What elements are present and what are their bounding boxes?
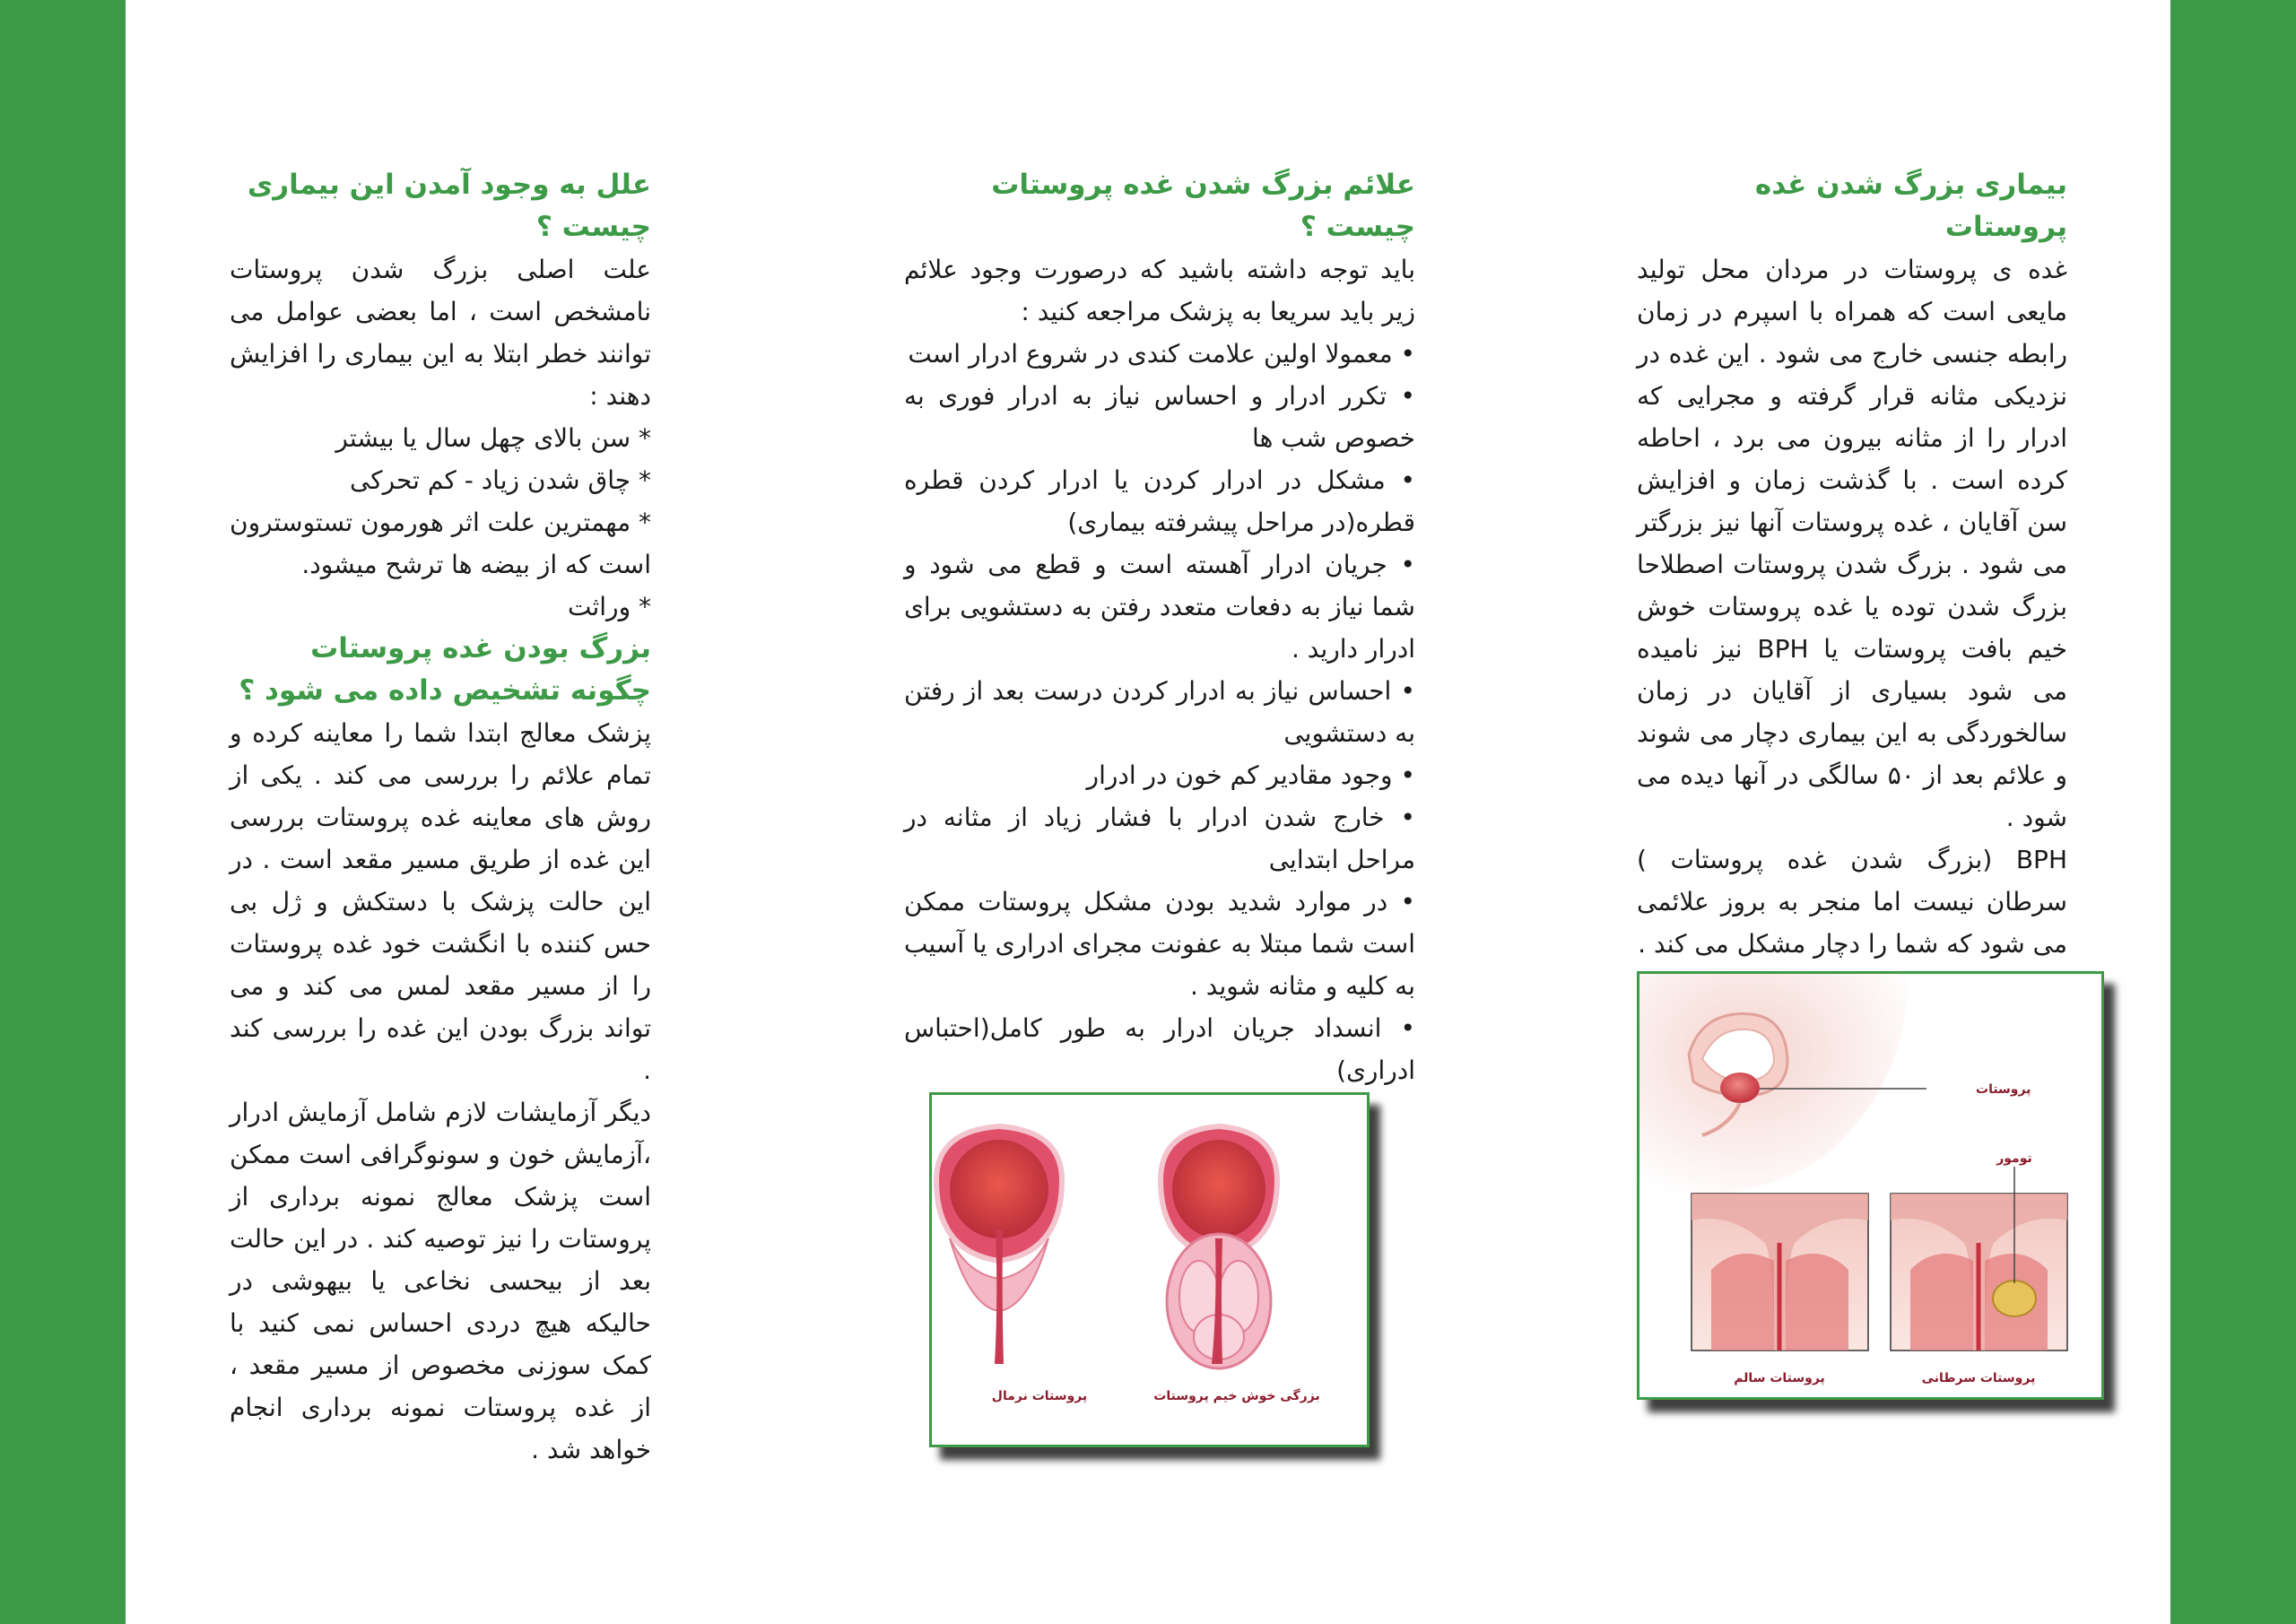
abbr-bph-2: BPH [2015, 845, 2067, 874]
prostate-gland-shape [1720, 1073, 1760, 1103]
label-healthy-prostate: پروستات سالم [1734, 1371, 1825, 1385]
abbr-bph: BPH [1757, 634, 1809, 664]
heading-causes: علل به وجود آمدن این بیماری چیست ؟ [247, 169, 651, 243]
heading-prostate-enlargement: بیماری بزرگ شدن غده پروستات [1754, 169, 2067, 243]
left-column [230, 164, 651, 1471]
right-column [1637, 164, 2067, 965]
label-prostate: پروستات [1976, 1082, 2031, 1097]
symptom-item: • در موارد شدید بودن مشکل پروستات ممکن است شما مبتلا به عفونت مجرای ادراری یا آسیب به کلیه و مثانه شوید . [904, 881, 1415, 1007]
diagnosis-paragraph-2: دیگر آزمایشات لازم شامل آزمایش ادرار ،آزمایش خون و سونوگرافی است ممکن است پزشک معالج نمونه برداری از پروستات را نیز توصیه کند . در این حالت بعد از بیحسی نخاعی یا بیهوشی در حالیکه هیچ دردی احساس نمی کنید با کمک سوزنی مخصوص از مسیر مقعد ، از غده پروستات نمونه برداری انجام خواهد شد . [230, 1098, 651, 1464]
intro-text: غده ی پروستات در مردان محل تولید مایعی است که همراه با اسپرم در زمان رابطه جنسی خارج می شود . این غده در نزدیکی مثانه قرار گرفته و مجرایی که ادرار را از مثانه بیرون می برد ، احاطه کرده است . با گذشت زمان و افزایش سن آقایان ، غده پروستات آنها نیز بزرگتر می شود . بزرگ شدن پروستات اصطلاحا بزرگ شدن توده یا غده پروستات خوش خیم بافت پروستات یا [1637, 255, 2068, 664]
symptoms-list [904, 333, 1415, 1091]
causes-intro: علت اصلی بزرگ شدن پروستات نامشخص است ، اما بعضی عوامل می توانند خطر ابتلا به این بیماری را افزایش دهند : [230, 255, 651, 411]
diagnosis-paragraph-1: پزشک معالج ابتدا شما را معاینه کرده و تمام علائم را بررسی می کند . یکی از روش های معاینه غده پروستات بررسی این غده از طریق مسیر مقعد است . در این حالت پزشک با دستکش و ژل بی حس کننده با انگشت خود غده پروستات را از مسیر مقعد لمس می کند و می تواند بزرگ بودن این غده را بررسی کند . [230, 718, 651, 1085]
symptom-item: • معمولا اولین علامت کندی در شروع ادرار است [904, 333, 1415, 375]
label-cancer-prostate: پروستات سرطانی [1921, 1371, 2036, 1385]
symptom-item: • تکرر ادرار و احساس نیاز به ادرار فوری به خصوص شب ها [904, 375, 1415, 459]
symptoms-intro: باید توجه داشته باشید که درصورت وجود علائم زیر باید سریعا به پزشک مراجعه کنید : [904, 255, 1415, 326]
label-tumor: تومور [1996, 1151, 2032, 1166]
figure-normal-vs-bph [929, 1092, 1370, 1447]
symptom-item: • خارج شدن ادرار با فشار زیاد از مثانه در مراحل ابتدایی [904, 796, 1415, 881]
symptom-item: • احساس نیاز به ادرار کردن درست بعد از رفتن به دستشویی [904, 670, 1415, 754]
figure-prostate-anatomy [1637, 971, 2104, 1400]
bph-prostate-drawing [1161, 1126, 1277, 1368]
symptom-item: • انسداد جریان ادرار به طور کامل(احتباس ادراری) [904, 1007, 1415, 1091]
heading-diagnosis: بزرگ بودن غده پروستات چگونه تشخیص داده می شود ؟ [239, 632, 651, 707]
prostate-anatomy-illustration [1639, 974, 2101, 1397]
risk-factor-item: * وراثت [567, 592, 651, 621]
symptom-item: • جریان ادرار آهسته است و قطع می شود و شما نیاز به دفعات متعدد رفتن به دستشویی برای ادرار دارید . [904, 543, 1415, 670]
paragraph-intro [1637, 248, 2067, 838]
intro-text-tail: نیز نامیده می شود بسیاری از آقایان در زمان سالخوردگی به این بیماری دچار می شوند و علائم بعد از ۵۰ سالگی در آنها دیده می شود . [1637, 634, 2067, 832]
healthy-prostate-section [1692, 1194, 1868, 1350]
normal-prostate-drawing [936, 1126, 1062, 1364]
risk-factor-item: * سن بالای چهل سال یا بیشتر [335, 423, 651, 453]
middle-column [904, 164, 1415, 1091]
label-normal-prostate: پروستات نرمال [991, 1389, 1088, 1403]
paragraph-bph [1637, 838, 2067, 965]
bph-text: (بزرگ شدن غده پروستات ) سرطان نیست اما منجر به بروز علائمی می شود که شما را دچار مشکل می کند . [1637, 845, 2067, 959]
risk-factor-item: * مهمترین علت اثر هورمون تستوسترون است که از بیضه ها ترشح میشود. [230, 508, 651, 579]
normal-vs-bph-illustration [932, 1095, 1367, 1445]
label-bph-prostate: بزرگی خوش خیم پروستات [1153, 1389, 1320, 1403]
symptom-item: • وجود مقادیر کم خون در ادرار [904, 754, 1415, 796]
risk-factor-item: * چاق شدن زیاد - کم تحرکی [349, 465, 651, 495]
cancer-prostate-section [1891, 1194, 2067, 1350]
symptom-item: • مشکل در ادرار کردن یا ادرار کردن قطره قطره(در مراحل پیشرفته بیماری) [904, 459, 1415, 543]
heading-symptoms: علائم بزرگ شدن غده پروستات چیست ؟ [991, 169, 1415, 243]
